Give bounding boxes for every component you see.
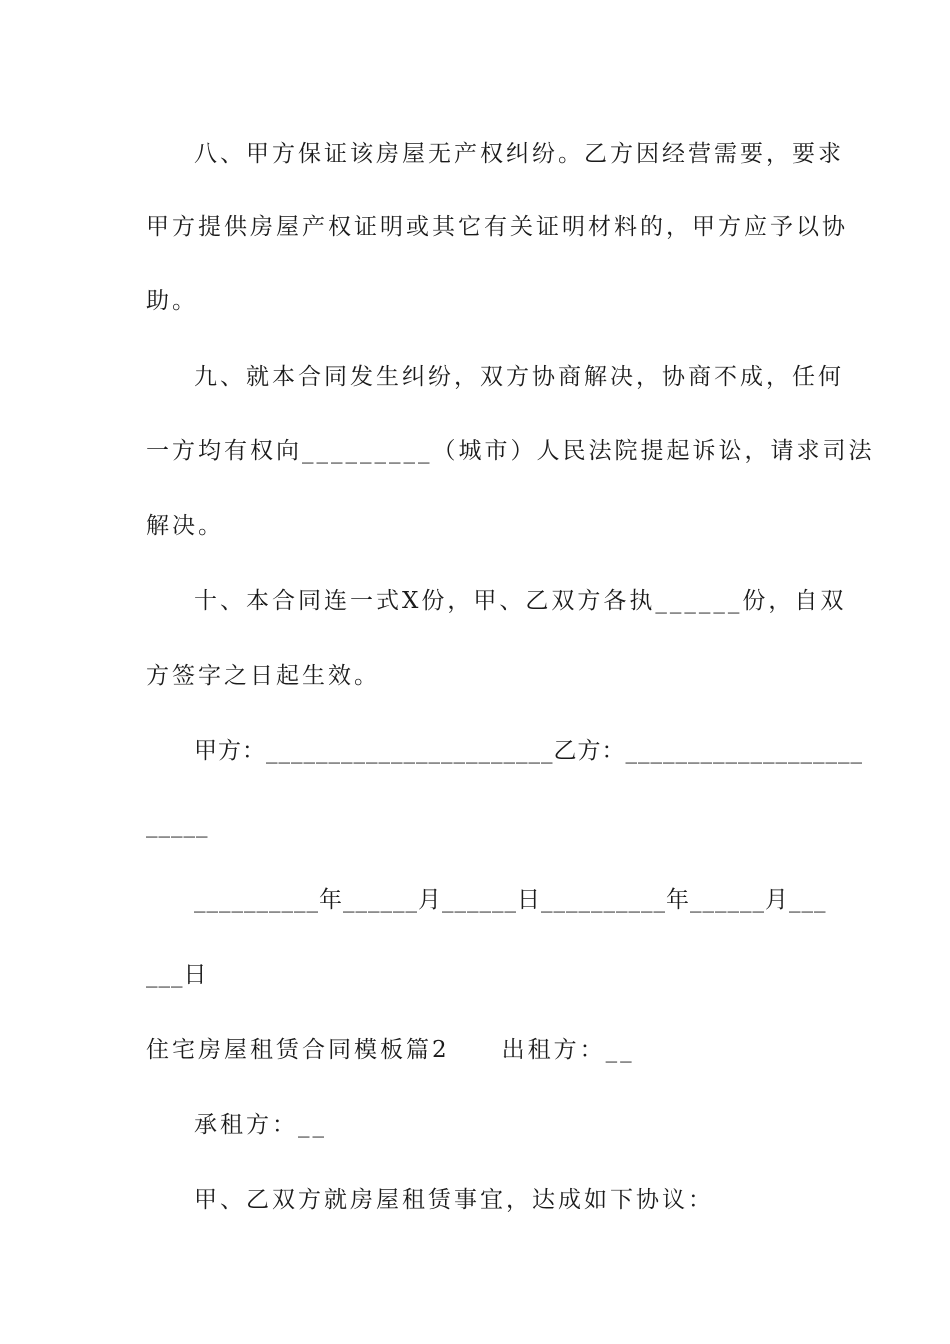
clause-8-line-1: 八、甲方保证该房屋无产权纠纷。乙方因经营需要，要求 [194, 141, 844, 167]
clause-9-line-1: 九、就本合同发生纠纷，双方协商解决，协商不成，任何 [194, 364, 844, 390]
clause-10-line-2: 方签字之日起生效。 [146, 663, 380, 689]
clause-9-line-3: 解决。 [146, 513, 224, 539]
clause-8-line-3: 助。 [146, 288, 198, 314]
date-line-continued: ___日 [146, 962, 208, 988]
clause-8-line-2: 甲方提供房屋产权证明或其它有关证明材料的，甲方应予以协 [146, 214, 848, 240]
section-heading-2: 住宅房屋租赁合同模板篇2 出租方：__ [146, 1037, 635, 1063]
lessee-line: 承租方：__ [194, 1112, 327, 1138]
date-line: __________年______月______日__________年______月___ [194, 887, 827, 913]
agreement-intro-line: 甲、乙双方就房屋租赁事宜，达成如下协议： [194, 1187, 714, 1213]
signature-line-continued: _____ [146, 812, 209, 838]
clause-9-line-2: 一方均有权向_________（城市）人民法院提起诉讼，请求司法 [146, 438, 875, 464]
signature-line: 甲方：_______________________乙方：___________________ [194, 738, 863, 764]
clause-10-line-1: 十、本合同连一式X份，甲、乙双方各执______份，自双 [194, 588, 847, 614]
